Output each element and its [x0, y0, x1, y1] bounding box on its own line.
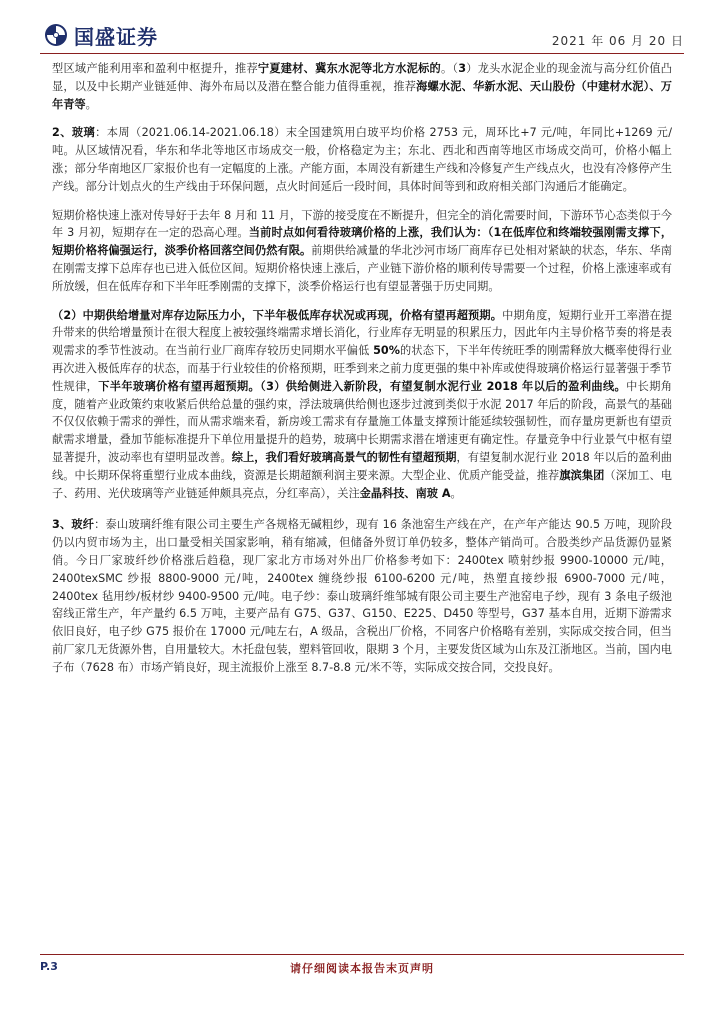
text-run: 的状态下，下半年传统旺季的刚需释放大概率使得行业再次进入极低库存的状态，而基于行业较佳的价格预期，旺季到来之前力度更强的集中补库或使得玻璃价格运行显著强于季节性规律， [52, 344, 672, 393]
bold-run: 当前时点如何看待玻璃价格的上涨，我们认为：（1在低库位和终端较强刚需支撑下，短期价格将偏强运行，淡季价格回落空间仍然有限。 [52, 226, 673, 258]
bold-run: 金晶科技、南玻 A [359, 486, 451, 500]
section-title-fiberglass: 3、玻纤 [52, 518, 95, 532]
guosheng-logo-icon [44, 23, 68, 47]
footer-disclaimer: 请仔细阅读本报告末页声明 [290, 962, 434, 975]
text-run: ：本周（2021.06.14-2021.06.18）末全国建筑用白玻平均价格 2753 元，周环比+7 元/吨，年同比+1269 元/吨。从区域情况看，华东和华北等地区市场成交一般，价格稳定为主；东北、西北和西南等地区市场成交尚可，价格小幅上涨；部分华南地区厂家报价也有一定幅度的上涨。产能方面，本周没有新建生产线和冷修复产生产线点火，也没有冷修停产生产线。部分计划点火的生产线由于环保问题，点火时间延后一段时间，具体时间等到和政府相关部门沟通后才能确定。 [52, 126, 672, 193]
text-run: 前期供给减量的华北沙河市场厂商库存已处相对紧缺的状态，华东、华南在刚需支撑下总库存也已进入低位区间。短期价格快速上涨后，产业链下游价格的顺利传导需要一个过程，价格上涨速率或有所放缓，但在低库存和下半年旺季刚需的支撑下，淡季价格运行也有望显著强于历史同期。 [52, 244, 672, 293]
glass-section-paragraph [52, 124, 672, 195]
cement-recommendation-paragraph [52, 60, 672, 113]
bold-run: （2）中期供给增量对库存边际压力小，下半年极低库存状况或再现，价格有望再超预期。 [52, 308, 503, 322]
report-date: 2021 年 06 月 20 日 [551, 34, 684, 48]
text-run: 。 [450, 486, 462, 500]
bold-run: 旗滨集团 [559, 468, 605, 482]
text-run: 型区域产能利用率和盈利中枢提升，推荐 [52, 62, 258, 75]
bold-run: 综上，我们看好玻璃高景气的韧性有望超预期 [231, 450, 457, 464]
text-run: 短期价格快速上涨对传导好于去年 8 月和 11 月，下游的接受度在不断提升，但完全的消化需要时间，下游环节心态类似于今年 3 月初，短期存在一定的恐高心理。 [52, 208, 672, 240]
text-run: 。 [85, 97, 97, 111]
text-run: ：泰山玻璃纤维有限公司主要生产各规格无碱粗纱，现有 16 条池窑生产线在产，在产年产能达 90.5 万吨，现阶段仍以内贸市场为主，出口量受相关国家影响，稍有缩减，但储备外贸订单仍较多，整体产销尚可。合股类纱产品货源仍显紧俏。今日厂家玻纤纱价格涨后趋稳，现厂家北方市场对外出厂价格参考如下：2400tex 喷射纱报 9900-10000 元/吨，2400texSMC 纱报 8800-9000 元/吨，2400tex 缠绕纱报 6100-6200 元/吨，热塑直接纱报 6900-7000 元/吨，2400tex 毡用纱/板材纱 9400-9500 元/吨。电子纱：泰山玻璃纤维邹城有限公司主要生产池窑电子纱，现有 3 条电子级池窑线正常生产，年产量约 6.5 万吨，主要产品有 G75、G37、G150、E225、D450 等型号，G37 基本自用，近期下游需求依旧良好，电子纱 G75 报价在 17000 元/吨左右，A 级品，含税出厂价格，不同客户价格略有差别，实际成交按合同，但当前厂家几无货源外售，自用量较大。木托盘包装，塑料管回收，限期 3 个月，主要发货区域为山东及江浙地区。当前，国内电子布（7628 布）市场产销良好，现主流报价上涨至 8.7-8.8 元/米不等，实际成交按合同，交投良好。 [52, 518, 672, 674]
bold-run: 下半年玻璃价格有望再超预期。 [98, 379, 261, 393]
report-body [52, 60, 672, 688]
bold-run: （3）供给侧进入新阶段，有望复制水泥行业 2018 年以后的盈利曲线。 [260, 379, 627, 393]
bold-run: 3 [458, 62, 467, 75]
section-title-glass: 2、玻璃 [52, 126, 96, 140]
page-number: P.3 [40, 960, 58, 973]
company-logo [44, 22, 158, 48]
bold-run: 宁夏建材、冀东水泥等北方水泥标的 [257, 62, 441, 75]
bold-run: 海螺水泥、华新水泥、天山股份（中建材水泥）、万年青等 [52, 79, 672, 111]
text-run: ）龙头水泥企业的现金流与高分红价值凸显，以及中长期产业链延伸、海外布局以及潜在整合能力值得重视，推荐 [52, 62, 672, 93]
glass-short-term-paragraph [52, 207, 672, 296]
text-run: 中长期角度，随着产业政策约束收紧后供给总量的强约束，浮法玻璃供给侧也逐步过渡到类似于水泥 2017 年后的阶段，高景气的基础不仅仅依赖于需求的弹性，而从需求端来看，新房竣工需求有存量施工体量支撑预计能延续较强韧性，而存量房更新也有望贡献需求增量，叠加节能标准提升下单位用量提升的趋势，玻璃中长期需求潜在增速更有确定性。存量竞争中行业景气中枢有望显著提升，波动率也有望明显改善。 [52, 379, 672, 464]
bold-run: 50% [373, 344, 400, 358]
glass-mid-long-term-paragraph [52, 307, 672, 503]
text-run: 。（ [440, 62, 459, 75]
text-run: （深加工、电子、药用、光伏玻璃等产业链延伸颇具亮点，分红率高），关注 [52, 468, 672, 500]
text-run: 中期角度，短期行业开工率潜在提升带来的供给增量预计在很大程度上被较强终端需求增长消化，行业库存无明显的积累压力，因此年内主导价格节奏的将是表观需求的季节性波动。在当前行业厂商库存较历史同期水平偏低 [52, 308, 672, 358]
page-header [0, 0, 724, 58]
fiberglass-section-paragraph [52, 516, 672, 676]
logo-text: 国盛证券 [74, 24, 158, 49]
header-divider [40, 53, 684, 54]
footer-divider [40, 954, 684, 955]
text-run: ，有望复制水泥行业 2018 年以后的盈利曲线。中长期环保将重塑行业成本曲线，资源是长期超额利润主要来源。大型企业、优质产能受益，推荐 [52, 450, 672, 482]
